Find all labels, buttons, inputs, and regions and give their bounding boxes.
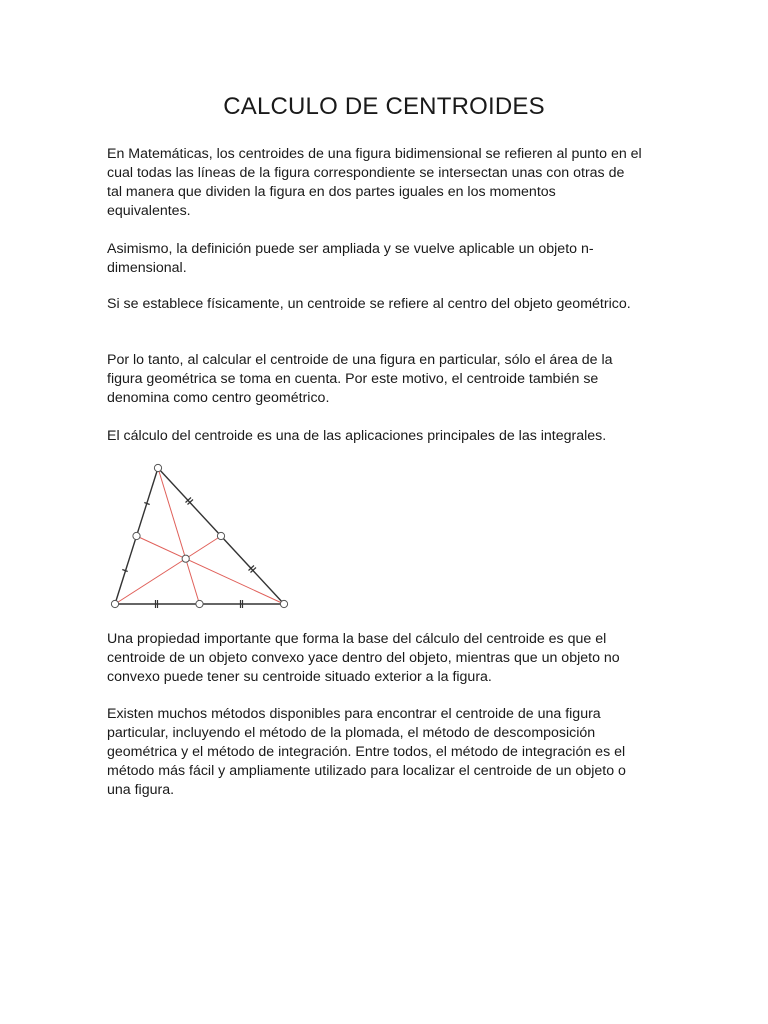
vertex-bottom-left xyxy=(111,600,118,607)
paragraph-5: El cálculo del centroide es una de las aplicaciones principales de las integrales. xyxy=(107,428,607,444)
paragraph-7: Existen muchos métodos disponibles para encontrar el centroide de una figura particular, incluyendo el método de la plomada, el método de descomposición geométrica y el método de integración. Entre todos, el método de integración es el método más fácil y ampliamente utilizado para localizar el centroide de un objeto o una figura. xyxy=(107,706,626,798)
midpoint-right xyxy=(217,532,224,539)
paragraph-4: Por lo tanto, al calcular el centroide de una figura en particular, sólo el área de la figura geométrica se toma en cuenta. Por este motivo, el centroide también se denomina como centro geométrico. xyxy=(107,352,613,406)
page-title: CALCULO DE CENTROIDES xyxy=(223,93,545,120)
centroid-triangle-diagram xyxy=(104,458,300,614)
paragraph-6: Una propiedad importante que forma la base del cálculo del centroide es que el centroide de un objeto convexo yace dentro del objeto, mientras que un objeto no convexo puede tener su centroide situado exterior a la figura. xyxy=(107,631,620,685)
median-from-bottom-right xyxy=(137,536,285,604)
paragraph-2: Asimismo, la definición puede ser ampliada y se vuelve aplicable un objeto n-dimensional. xyxy=(107,241,594,276)
points xyxy=(111,464,287,607)
midpoint-left xyxy=(133,532,140,539)
centroid-point xyxy=(182,555,189,562)
vertex-bottom-right xyxy=(280,600,287,607)
median-from-bottom-left xyxy=(115,536,221,604)
midpoint-base xyxy=(196,600,203,607)
median-from-top xyxy=(158,468,200,604)
paragraph-1: En Matemáticas, los centroides de una figura bidimensional se refieren al punto en el cual todas las líneas de la figura correspondiente se intersectan unas con otras de tal manera que dividen la figura en dos partes iguales en los momentos equivalentes. xyxy=(107,146,642,219)
paragraph-3: Si se establece físicamente, un centroide se refiere al centro del objeto geométrico. xyxy=(107,296,631,312)
vertex-top xyxy=(154,464,161,471)
